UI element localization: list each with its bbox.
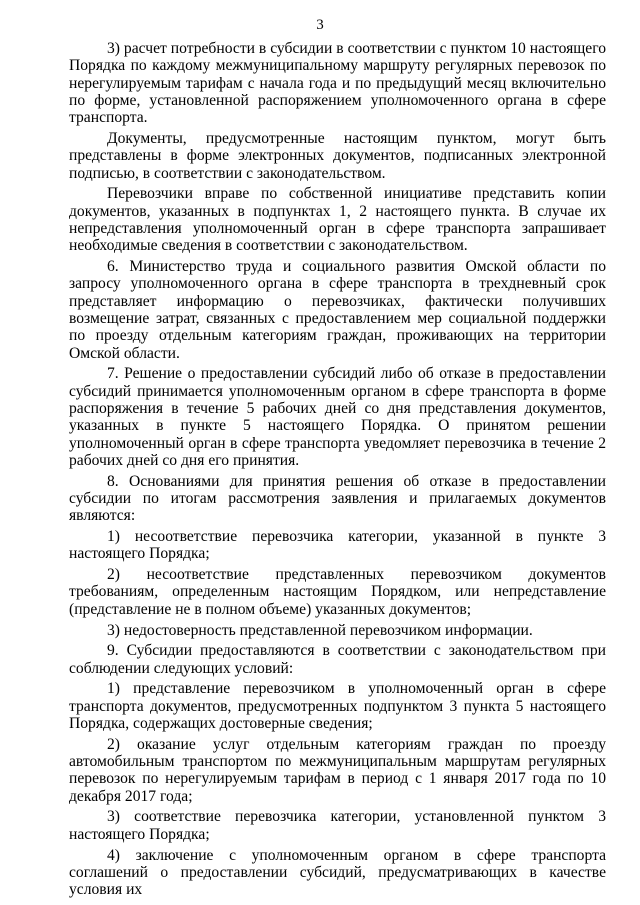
list-item-9-4: 4) заключение с уполномоченным органом в сфере транспорта соглашений о предоставлении субсидий, предусматривающих в качестве условия их (69, 846, 606, 899)
page-number: 3 (316, 17, 324, 33)
list-item-9-2: 2) оказание услуг отдельным категориям граждан по проезду автомобильным транспортом по межмуниципальным маршрутам регулярных перевозок по нерегулируемым тарифам в период с 1 января 2017 года по 10 декабря 2017 года; (69, 735, 606, 805)
paragraph-electronic-documents: Документы, предусмотренные настоящим пунктом, могут быть представлены в форме электронных документов, подписанных электронной подписью, в соответствии с законодательством. (69, 129, 606, 182)
paragraph-8-refusal-grounds: 8. Основаниями для принятия решения об отказе в предоставлении субсидии по итогам рассмотрения заявления и прилагаемых документов являются: (69, 472, 606, 525)
paragraph-9-conditions: 9. Субсидии предоставляются в соответствии с законодательством при соблюдении следующих условий: (69, 642, 606, 677)
paragraph-3-subsidy-calculation: 3) расчет потребности в субсидии в соответствии с пунктом 10 настоящего Порядка по каждому межмуниципальному маршруту регулярных перевозок по нерегулируемым тарифам с начала года и по предыдущий месяц включительно по форме, установленной распоряжением уполномоченного органа в сфере транспорта. (69, 40, 606, 127)
paragraph-carrier-initiative: Перевозчики вправе по собственной инициативе представить копии документов, указанных в подпунктах 1, 2 настоящего пункта. В случае их непредставления уполномоченный орган в сфере транспорта запрашивает необходимые сведения в соответствии с законодательством. (69, 185, 606, 255)
list-item-9-1: 1) представление перевозчиком в уполномоченный орган в сфере транспорта документов, предусмотренных подпунктом 3 пункта 5 настоящего Порядка, содержащих достоверные сведения; (69, 680, 606, 732)
list-item-8-3: 3) недостоверность представленной перевозчиком информации. (107, 621, 533, 639)
list-item-9-3: 3) соответствие перевозчика категории, установленной пунктом 3 настоящего Порядка; (69, 808, 606, 843)
paragraph-7-decision: 7. Решение о предоставлении субсидий либо об отказе в предоставлении субсидий принимается уполномоченным органом в сфере транспорта в форме распоряжения в течение 5 рабочих дней со дня представления документов, указанных в пункте 5 настоящего Порядка. О принятом решении уполномоченный орган в сфере транспорта уведомляет перевозчика в течение 2 рабочих дней со дня его принятия. (69, 365, 606, 469)
list-item-8-2: 2) несоответствие представленных перевозчиком документов требованиям, определенным настоящим Порядком, или непредставление (представление не в полном объеме) указанных документов; (69, 566, 606, 618)
list-item-8-1: 1) несоответствие перевозчика категории, указанной в пункте 3 настоящего Порядка; (69, 528, 606, 563)
document-body (69, 40, 606, 902)
paragraph-6-ministry: 6. Министерство труда и социального развития Омской области по запросу уполномоченного органа в сфере транспорта в трехдневный срок представляет информацию о перевозчиках, фактически получивших возмещение затрат, связанных с предоставлением мер социальной поддержки по проезду отдельным категориям граждан, проживающих на территории Омской области. (69, 258, 606, 362)
